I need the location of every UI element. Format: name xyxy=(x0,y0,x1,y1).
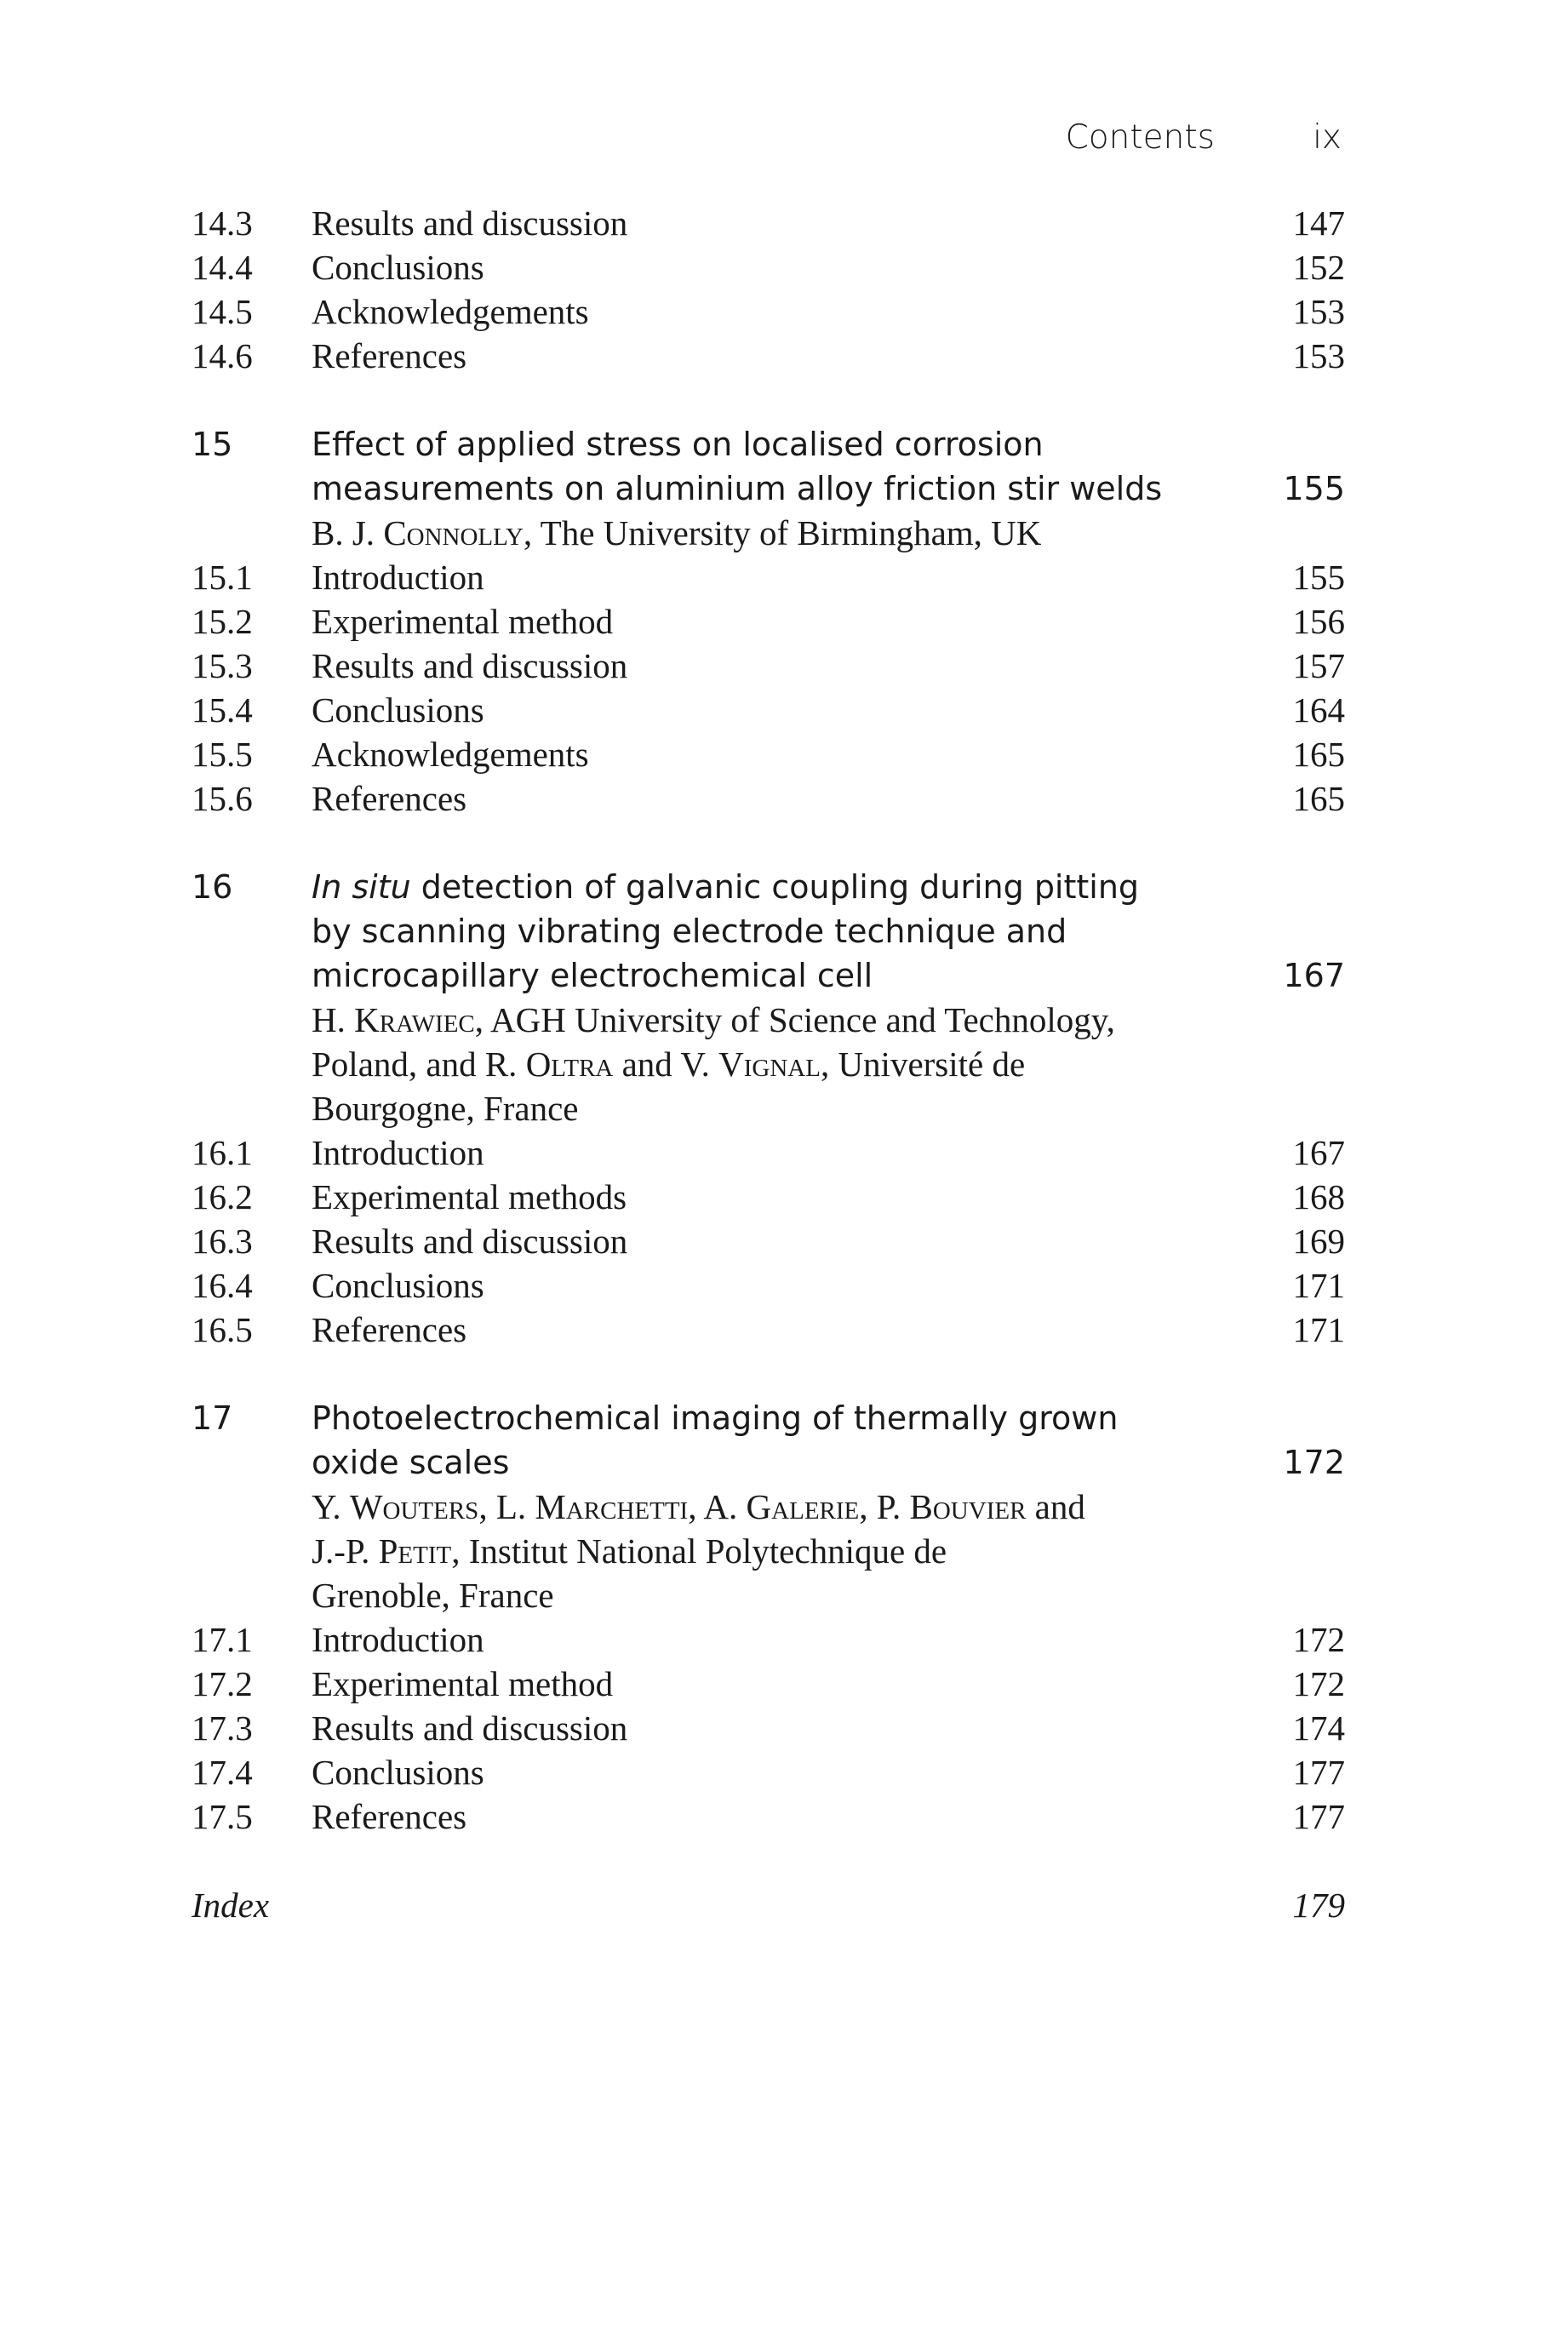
section-page: 165 xyxy=(1292,735,1345,774)
section-number: 14.3 xyxy=(192,203,253,243)
chapter-authors xyxy=(192,1529,1345,1573)
author-affiliation: , Institut National Polytechnique de xyxy=(451,1531,947,1571)
section-number: 17.3 xyxy=(192,1708,253,1748)
authors-line xyxy=(312,1042,1025,1086)
toc-section-entry xyxy=(192,555,1345,599)
section-number: 17.5 xyxy=(192,1797,253,1836)
section-title: Introduction xyxy=(312,558,484,597)
section-page: 165 xyxy=(1292,779,1345,818)
toc-section-entry xyxy=(192,732,1345,776)
section-title: Results and discussion xyxy=(312,203,628,243)
chapter-authors xyxy=(192,1042,1345,1086)
chapter-spacer xyxy=(192,821,1345,865)
author-text: and xyxy=(1026,1487,1085,1526)
section-title: References xyxy=(312,336,467,375)
section-title: Experimental method xyxy=(312,1664,614,1703)
section-number: 15.5 xyxy=(192,735,253,774)
toc-section-entry xyxy=(192,1706,1345,1750)
chapter-page: 155 xyxy=(1283,470,1345,507)
chapter-heading-line xyxy=(192,953,1345,998)
section-number: 15.1 xyxy=(192,558,253,597)
toc-section-entry xyxy=(192,245,1345,289)
chapter-heading-line xyxy=(192,1396,1345,1440)
toc-section-entry xyxy=(192,289,1345,334)
chapter-heading-line xyxy=(192,865,1345,909)
chapter-page: 167 xyxy=(1283,957,1345,994)
toc-section-entry xyxy=(192,1750,1345,1794)
toc-section-entry xyxy=(192,1130,1345,1175)
section-title: References xyxy=(312,1797,467,1836)
section-title: Conclusions xyxy=(312,1266,484,1305)
author-surname: Oltra xyxy=(525,1044,614,1084)
chapter-authors xyxy=(192,511,1345,555)
toc-section-entry xyxy=(192,201,1345,245)
section-number: 16.2 xyxy=(192,1177,253,1216)
section-title: Experimental methods xyxy=(312,1177,627,1216)
author-surname: Connolly xyxy=(383,513,524,552)
author-text: , A. xyxy=(688,1487,747,1526)
author-text: , L. xyxy=(478,1487,535,1526)
toc-section-entry xyxy=(192,1175,1345,1219)
chapter-title-italic: In situ xyxy=(312,868,411,906)
author-surname: Petit xyxy=(378,1531,452,1571)
author-text: , P. xyxy=(859,1487,910,1526)
section-title: Introduction xyxy=(312,1620,484,1659)
toc-section-entry xyxy=(192,1617,1345,1662)
section-page: 171 xyxy=(1292,1310,1345,1349)
section-title: Results and discussion xyxy=(312,646,628,685)
running-head xyxy=(0,117,1568,159)
section-page: 147 xyxy=(1292,203,1345,243)
section-title: Experimental method xyxy=(312,602,614,641)
section-title: References xyxy=(312,779,467,818)
section-page: 155 xyxy=(1292,558,1345,597)
section-page: 152 xyxy=(1292,248,1345,287)
section-number: 15.2 xyxy=(192,602,253,641)
section-title: Results and discussion xyxy=(312,1708,628,1748)
toc-section-entry xyxy=(192,1308,1345,1352)
toc-section-entry xyxy=(192,1219,1345,1263)
section-title: Conclusions xyxy=(312,1753,484,1792)
table-of-contents xyxy=(192,201,1345,1927)
author-text: H. xyxy=(312,1000,355,1039)
section-title: Acknowledgements xyxy=(312,735,589,774)
section-number: 17.2 xyxy=(192,1664,253,1703)
author-surname: Vignal xyxy=(718,1044,821,1084)
author-text: Y. xyxy=(312,1487,350,1526)
author-surname: Krawiec xyxy=(354,1000,475,1039)
section-title: Conclusions xyxy=(312,248,484,287)
page-folio: ix xyxy=(1313,118,1342,157)
chapter-heading-line xyxy=(192,909,1345,953)
section-number: 17.4 xyxy=(192,1753,253,1792)
section-title: Introduction xyxy=(312,1133,484,1172)
section-title: Acknowledgements xyxy=(312,292,589,331)
chapter-number: 17 xyxy=(192,1399,233,1437)
chapter-number: 16 xyxy=(192,868,233,906)
section-number: 15.6 xyxy=(192,779,253,818)
index-label: Index xyxy=(192,1886,270,1925)
section-page: 171 xyxy=(1292,1266,1345,1305)
section-title: References xyxy=(312,1310,467,1349)
chapter-heading-line xyxy=(192,466,1345,511)
chapter-title-line xyxy=(312,865,1139,909)
chapter-title-line: measurements on aluminium alloy friction stir welds xyxy=(312,470,1163,507)
chapter-spacer xyxy=(192,1352,1345,1396)
authors-line xyxy=(312,998,1115,1042)
section-page: 177 xyxy=(1292,1797,1345,1836)
section-number: 14.5 xyxy=(192,292,253,331)
section-title: Results and discussion xyxy=(312,1222,628,1261)
section-page: 153 xyxy=(1292,336,1345,375)
chapter-authors xyxy=(192,1485,1345,1529)
chapter-title-line: oxide scales xyxy=(312,1444,510,1481)
chapter-authors xyxy=(192,1573,1345,1617)
index-page: 179 xyxy=(1292,1886,1345,1925)
section-page: 172 xyxy=(1292,1620,1345,1659)
author-surname: Galerie xyxy=(746,1487,860,1526)
chapter-number: 15 xyxy=(192,426,233,463)
authors-line: Grenoble, France xyxy=(312,1576,554,1615)
author-initials: B. J. xyxy=(312,513,384,552)
section-number: 15.4 xyxy=(192,690,253,730)
section-page: 167 xyxy=(1292,1133,1345,1172)
index-entry xyxy=(192,1883,1345,1927)
section-number: 17.1 xyxy=(192,1620,253,1659)
toc-section-entry xyxy=(192,644,1345,688)
chapter-heading-line xyxy=(192,422,1345,466)
toc-section-entry xyxy=(192,1263,1345,1308)
section-number: 16.4 xyxy=(192,1266,253,1305)
section-page: 157 xyxy=(1292,646,1345,685)
authors-line: Bourgogne, France xyxy=(312,1089,579,1128)
section-number: 16.5 xyxy=(192,1310,253,1349)
section-page: 164 xyxy=(1292,690,1345,730)
chapter-title-rest: detection of galvanic coupling during pitting xyxy=(410,868,1140,906)
section-number: 15.3 xyxy=(192,646,253,685)
section-number: 14.4 xyxy=(192,248,253,287)
section-page: 169 xyxy=(1292,1222,1345,1261)
authors-line xyxy=(312,511,1041,555)
chapter-authors xyxy=(192,998,1345,1042)
section-number: 14.6 xyxy=(192,336,253,375)
toc-section-entry xyxy=(192,599,1345,644)
author-text: Poland, and R. xyxy=(312,1044,526,1084)
author-affiliation: , AGH University of Science and Technology, xyxy=(474,1000,1115,1039)
author-surname: Wouters xyxy=(349,1487,479,1526)
chapter-title-line: microcapillary electrochemical cell xyxy=(312,957,873,994)
section-page: 174 xyxy=(1292,1708,1345,1748)
author-affiliation: , Université de xyxy=(820,1044,1026,1084)
section-page: 172 xyxy=(1292,1664,1345,1703)
section-title: Conclusions xyxy=(312,690,484,730)
section-page: 168 xyxy=(1292,1177,1345,1216)
author-text: J.-P. xyxy=(312,1531,379,1571)
running-head-title: Contents xyxy=(1065,118,1215,157)
chapter-title-line: by scanning vibrating electrode technique and xyxy=(312,913,1067,950)
author-text: and V. xyxy=(613,1044,719,1084)
toc-section-entry xyxy=(192,334,1345,378)
section-page: 156 xyxy=(1292,602,1345,641)
section-number: 16.3 xyxy=(192,1222,253,1261)
chapter-heading-line xyxy=(192,1440,1345,1485)
toc-section-entry xyxy=(192,1662,1345,1706)
section-number: 16.1 xyxy=(192,1133,253,1172)
chapter-page: 172 xyxy=(1283,1444,1345,1481)
toc-section-entry xyxy=(192,688,1345,732)
author-surname: Bouvier xyxy=(909,1487,1027,1526)
authors-line xyxy=(312,1485,1085,1529)
section-page: 153 xyxy=(1292,292,1345,331)
section-page: 177 xyxy=(1292,1753,1345,1792)
chapter-spacer xyxy=(192,378,1345,422)
toc-section-entry xyxy=(192,1794,1345,1839)
chapter-title-line: Photoelectrochemical imaging of thermally grown xyxy=(312,1399,1119,1437)
author-affiliation: , The University of Birmingham, UK xyxy=(523,513,1042,552)
chapter-spacer xyxy=(192,1839,1345,1883)
chapter-title-line: Effect of applied stress on localised corrosion xyxy=(312,426,1044,463)
toc-section-entry xyxy=(192,776,1345,821)
author-surname: Marchetti xyxy=(535,1487,689,1526)
authors-line xyxy=(312,1529,947,1573)
chapter-authors xyxy=(192,1086,1345,1130)
